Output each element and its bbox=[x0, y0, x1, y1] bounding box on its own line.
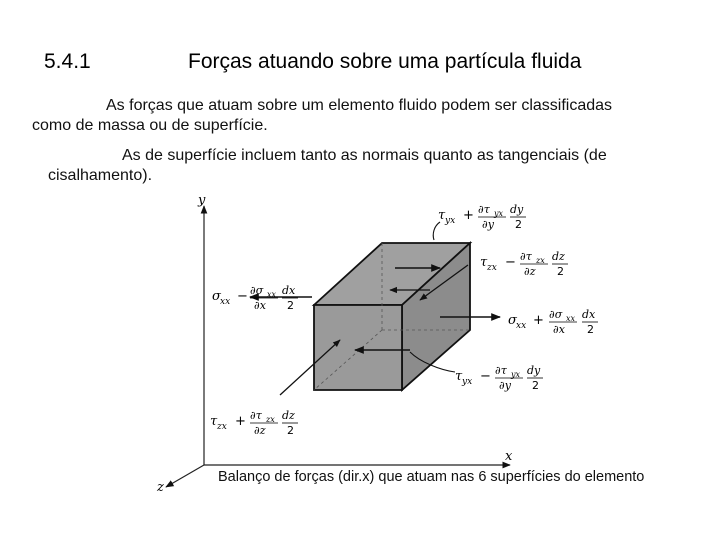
y-axis-label: y bbox=[198, 193, 206, 208]
z-axis-label: z bbox=[157, 480, 164, 495]
tau-yx-top-curve bbox=[433, 222, 440, 240]
label-numerator: ∂τ bbox=[478, 203, 490, 216]
label-operator: + bbox=[235, 414, 246, 429]
label-frac2-denominator: 2 bbox=[515, 218, 522, 231]
label-denominator: ∂y bbox=[499, 379, 511, 392]
force-balance-diagram bbox=[150, 188, 710, 500]
label-numerator: ∂τ bbox=[520, 250, 532, 263]
label-sigma-xx-right bbox=[508, 308, 598, 336]
label-sub: xx bbox=[516, 321, 527, 331]
label-numerator-sub: zx bbox=[266, 415, 275, 424]
label-sub: yx bbox=[445, 216, 456, 226]
section-number: 5.4.1 bbox=[44, 50, 91, 73]
label-sub: xx bbox=[220, 297, 231, 307]
label-denominator: ∂x bbox=[254, 299, 266, 312]
label-numerator-sub: yx bbox=[494, 209, 504, 218]
label-operator: − bbox=[237, 289, 248, 304]
label-operator: + bbox=[533, 313, 544, 328]
label-frac2-denominator: 2 bbox=[557, 265, 564, 278]
label-numerator: ∂σ bbox=[250, 284, 264, 297]
label-frac2-numerator: dy bbox=[527, 364, 541, 377]
paragraph-line: As forças que atuam sobre um elemento fluido podem ser classificadas bbox=[106, 97, 613, 114]
label-frac2-numerator: dy bbox=[510, 203, 524, 216]
paragraph-line: As de superfície incluem tanto as normais quanto as tangenciais (de bbox=[122, 147, 607, 164]
label-denominator: ∂z bbox=[254, 424, 266, 437]
label-frac2-numerator: dz bbox=[282, 409, 295, 422]
label-main: τ bbox=[455, 369, 463, 384]
figure-caption: Balanço de forças (dir.x) que atuam nas 6 superfícies do elemento bbox=[218, 469, 645, 485]
label-sigma-xx-left bbox=[212, 284, 298, 312]
label-main: τ bbox=[438, 208, 446, 223]
label-main: σ bbox=[508, 313, 517, 328]
label-frac2-numerator: dx bbox=[282, 284, 296, 297]
label-numerator-sub: xx bbox=[267, 290, 277, 299]
label-denominator: ∂y bbox=[482, 218, 494, 231]
label-frac2-numerator: dz bbox=[552, 250, 565, 263]
label-frac2-denominator: 2 bbox=[587, 323, 594, 336]
label-tau-yx-bottom bbox=[455, 364, 543, 392]
x-axis-label: x bbox=[505, 449, 513, 464]
label-sub: zx bbox=[487, 263, 497, 273]
label-numerator-sub: yx bbox=[511, 370, 521, 379]
label-operator: − bbox=[505, 255, 516, 270]
label-frac2-numerator: dx bbox=[582, 308, 596, 321]
label-frac2-denominator: 2 bbox=[287, 299, 294, 312]
label-main: τ bbox=[210, 414, 218, 429]
label-sub: yx bbox=[462, 377, 473, 387]
paragraph-surface-forces bbox=[48, 146, 688, 186]
label-frac2-denominator: 2 bbox=[532, 379, 539, 392]
label-tau-zx-back bbox=[480, 250, 568, 278]
label-numerator-sub: zx bbox=[536, 256, 545, 265]
label-main: τ bbox=[480, 255, 488, 270]
label-operator: − bbox=[480, 369, 491, 384]
cube-front-face bbox=[314, 305, 402, 390]
label-tau-zx-front bbox=[210, 409, 298, 437]
paragraph-line: cisalhamento). bbox=[48, 167, 153, 184]
label-operator: + bbox=[463, 208, 474, 223]
section-title: Forças atuando sobre uma partícula fluida bbox=[188, 50, 582, 73]
label-numerator: ∂σ bbox=[549, 308, 563, 321]
label-numerator: ∂τ bbox=[495, 364, 507, 377]
label-tau-yx-top bbox=[438, 203, 526, 231]
label-main: σ bbox=[212, 289, 221, 304]
z-axis bbox=[166, 465, 204, 487]
label-numerator: ∂τ bbox=[250, 409, 262, 422]
label-denominator: ∂z bbox=[524, 265, 536, 278]
paragraph-forces-classification bbox=[32, 96, 682, 136]
label-frac2-denominator: 2 bbox=[287, 424, 294, 437]
label-denominator: ∂x bbox=[553, 323, 565, 336]
label-sub: zx bbox=[217, 422, 227, 432]
paragraph-line: como de massa ou de superfície. bbox=[32, 117, 268, 134]
label-numerator-sub: xx bbox=[566, 314, 576, 323]
